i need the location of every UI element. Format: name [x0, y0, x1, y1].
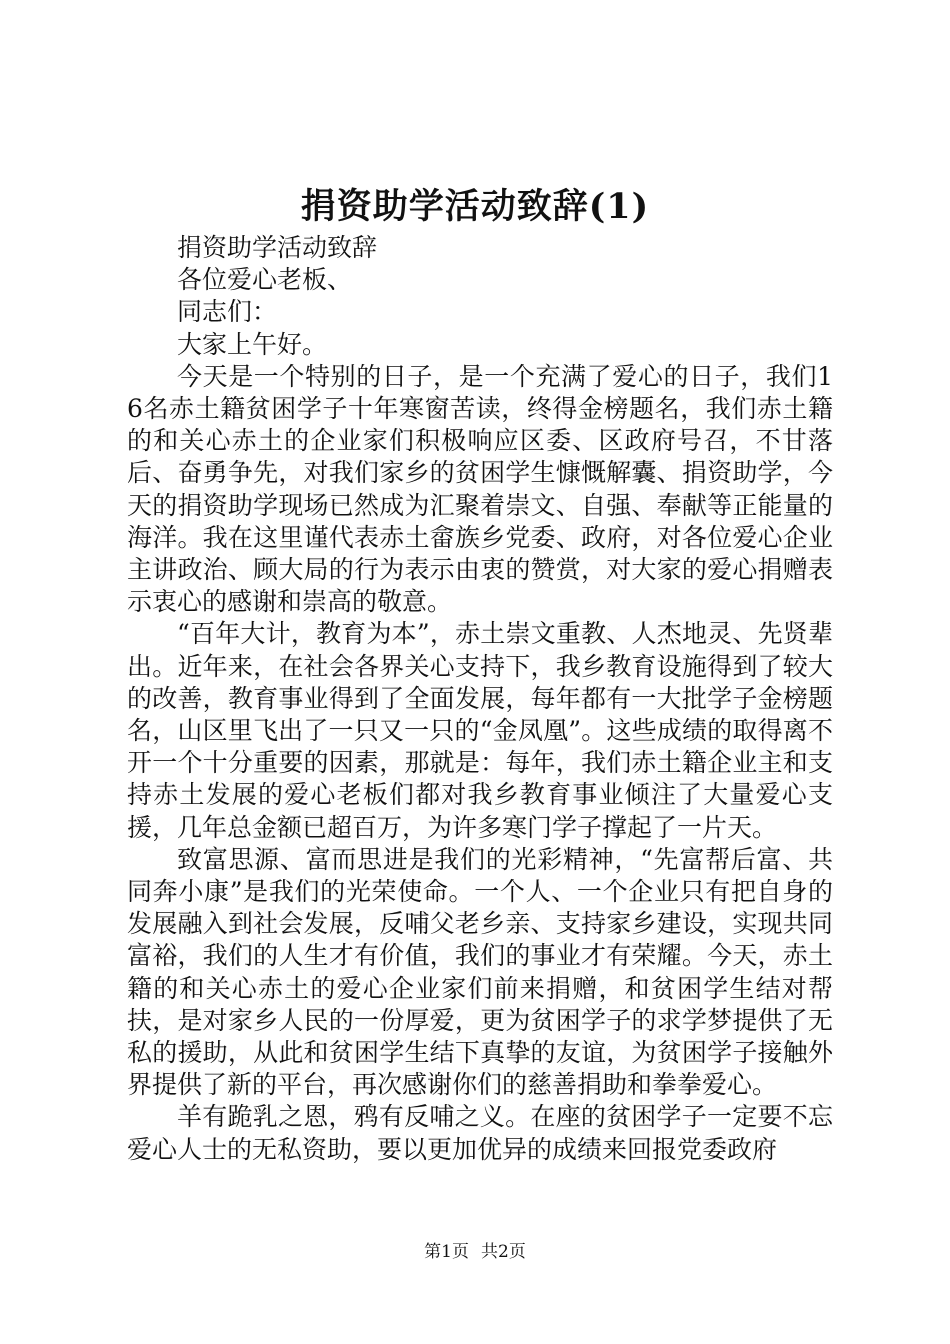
paragraph-3: 致富思源、富而思进是我们的光彩精神，“先富帮后富、共同奔小康”是我们的光荣使命。一个人、一个企业只有把自身的发展融入到社会发展，反哺父老乡亲、支持家乡建设，实现共同富裕，我们的人生才有价值，我们的事业才有荣耀。今天，赤土籍的和关心赤土的爱心企业家们前来捐赠，和贫困学生结对帮扶，是对家乡人民的一份厚爱，更为贫困学子的求学梦提供了无私的援助，从此和贫困学生结下真挚的友谊，为贫困学子接触外界提供了新的平台，再次感谢你们的慈善捐助和拳拳爱心。 — [127, 844, 833, 1100]
paragraph-salutation-1: 各位爱心老板、 — [177, 265, 353, 295]
document-body — [127, 232, 833, 1166]
document-title: 捐资助学活动致辞(1) — [300, 186, 650, 227]
paragraph-salutation-2: 同志们： — [177, 297, 278, 327]
page-total: 共2页 — [481, 1242, 526, 1262]
paragraph-4: 羊有跪乳之恩，鸦有反哺之义。在座的贫困学子一定要不忘爱心人士的无私资助，要以更加优异的成绩来回报党委政府 — [127, 1102, 833, 1164]
paragraph-greeting: 大家上午好。 — [177, 329, 328, 359]
page-footer — [0, 1240, 950, 1264]
paragraph-heading: 捐资助学活动致辞 — [177, 233, 378, 262]
paragraph-2: “百年大计，教育为本”，赤土崇文重教、人杰地灵、先贤辈出。近年来，在社会各界关心支持下，我乡教育设施得到了较大的改善，教育事业得到了全面发展，每年都有一大批学子金榜题名，山区里飞出了一只又一只的“金凤凰”。这些成绩的取得离不开一个十分重要的因素，那就是：每年，我们赤土籍企业主和支持赤土发展的爱心老板们都对我乡教育事业倾注了大量爱心支援，几年总金额已超百万，为许多寒门学子撑起了一片天。 — [127, 619, 833, 842]
paragraph-1: 今天是一个特别的日子，是一个充满了爱心的日子，我们16名赤土籍贫困学子十年寒窗苦读，终得金榜题名，我们赤土籍的和关心赤土的企业家们积极响应区委、区政府号召，不甘落后、奋勇争先，对我们家乡的贫困学生慷慨解囊、捐资助学，今天的捐资助学现场已然成为汇聚着崇文、自强、奉献等正能量的海洋。我在这里谨代表赤土畲族乡党委、政府，对各位爱心企业主讲政治、顾大局的行为表示由衷的赞赏，对大家的爱心捐赠表示衷心的感谢和崇高的敬意。 — [127, 361, 833, 617]
page-number: 第1页 — [424, 1242, 469, 1262]
